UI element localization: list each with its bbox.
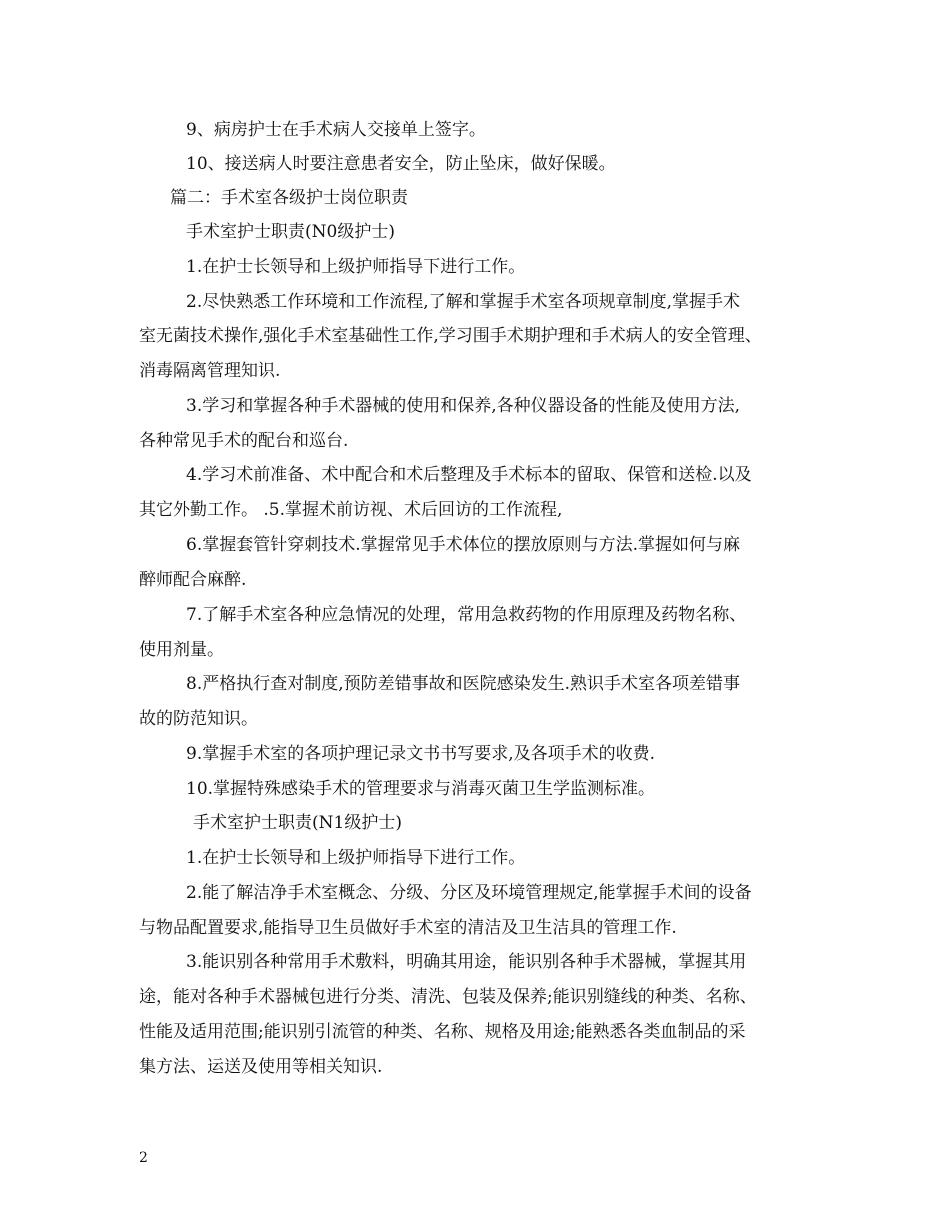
text-line: 10.掌握特殊感染手术的管理要求与消毒灭菌卫生学监测标准。 [186, 779, 656, 799]
text-line: 6.掌握套管针穿刺技术.掌握常见手术体位的摆放原则与方法.掌握如何与麻 [186, 535, 741, 555]
text-line: 使用剂量。 [139, 640, 224, 660]
text-line: 醉师配合麻醉. [139, 570, 247, 590]
text-line: 故的防范知识。 [139, 709, 258, 729]
text-line: 10、接送病人时要注意患者安全，防止坠床，做好保暖。 [186, 154, 616, 174]
text-line: 集方法、运送及使用等相关知识. [139, 1057, 383, 1077]
text-line: 1.在护士长领导和上级护师指导下进行工作。 [186, 257, 526, 277]
text-line: 与物品配置要求,能指导卫生员做好手术室的清洁及卫生洁具的管理工作. [139, 918, 677, 938]
text-line: 各种常见手术的配台和巡台. [139, 431, 349, 451]
text-line: 室无菌技术操作,强化手术室基础性工作,学习围手术期护理和手术病人的安全管理、 [139, 326, 762, 346]
text-line: 2.能了解洁净手术室概念、分级、分区及环境管理规定,能掌握手术间的设备 [186, 883, 752, 903]
text-line: 其它外勤工作。 .5.掌握术前访视、术后回访的工作流程, [139, 500, 563, 520]
text-line: 1.在护士长领导和上级护师指导下进行工作。 [186, 848, 526, 868]
text-line: 性能及适用范围;能识别引流管的种类、名称、规格及用途;能熟悉各类血制品的采 [139, 1022, 746, 1042]
text-line: 4.学习术前准备、术中配合和术后整理及手术标本的留取、保管和送检.以及 [186, 465, 752, 485]
text-line: 3.能识别各种常用手术敷料，明确其用途，能识别各种手术器械，掌握其用 [186, 952, 747, 972]
subsection-heading: 手术室护士职责(N0级护士) [186, 222, 395, 242]
text-line: 消毒隔离管理知识. [139, 361, 281, 381]
text-line: 8.严格执行查对制度,预防差错事故和医院感染发生.熟识手术室各项差错事 [186, 674, 741, 694]
subsection-heading: 手术室护士职责(N1级护士) [193, 813, 402, 833]
page-number: 2 [139, 1150, 148, 1166]
section-heading: 篇二：手术室各级护士岗位职责 [170, 188, 408, 208]
text-line: 9.掌握手术室的各项护理记录文书书写要求,及各项手术的收费. [186, 744, 656, 764]
text-line: 3.学习和掌握各种手术器械的使用和保养,各种仪器设备的性能及使用方法, [186, 396, 741, 416]
text-line: 7.了解手术室各种应急情况的处理，常用急救药物的作用原理及药物名称、 [186, 605, 747, 625]
text-line: 2.尽快熟悉工作环境和工作流程,了解和掌握手术室各项规章制度,掌握手术 [186, 292, 741, 312]
text-line: 途，能对各种手术器械包进行分类、清洗、包装及保养;能识别缝线的种类、名称、 [139, 987, 757, 1007]
text-line: 9、病房护士在手术病人交接单上签字。 [186, 120, 486, 140]
